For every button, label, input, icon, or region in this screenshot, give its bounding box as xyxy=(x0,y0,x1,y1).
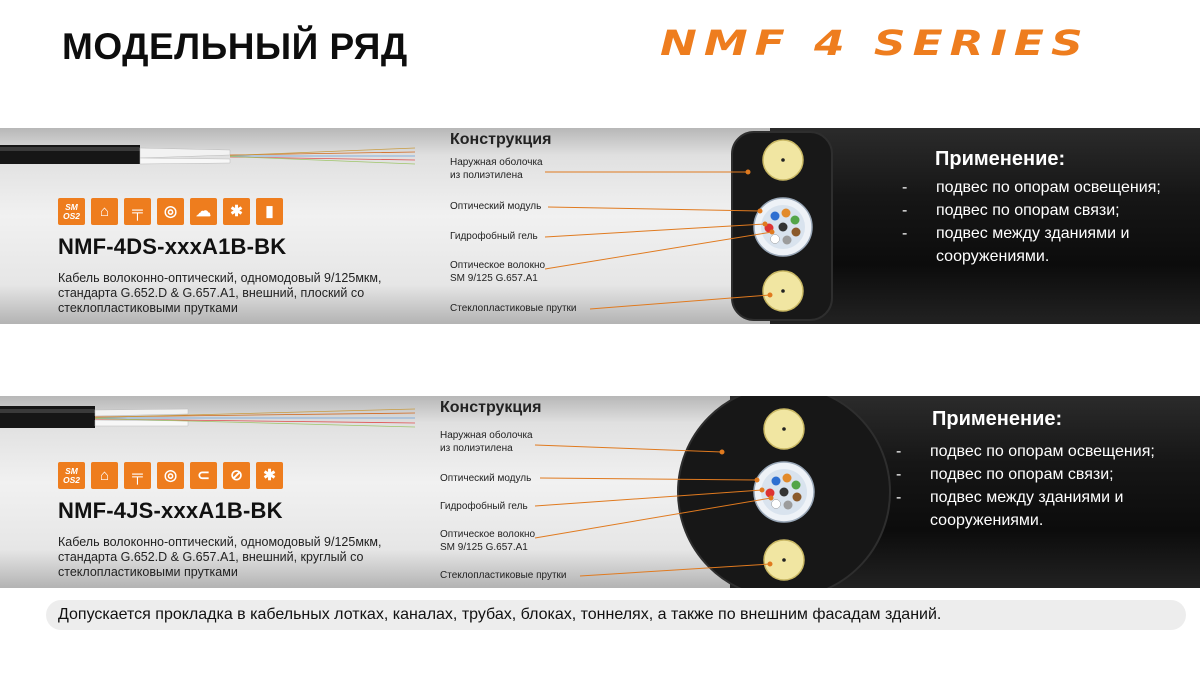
usage-item: - подвес по опорам освещения; xyxy=(896,443,1155,460)
label-rods: Стеклопластиковые прутки xyxy=(450,303,577,314)
model-description: Кабель волоконно-оптический, одномодовый 9/125мкм, стандарта G.652.D & G.657.A1, внешний, плоский со стеклопластиковыми прутками xyxy=(58,271,382,315)
construction-heading: Конструкция xyxy=(440,399,542,416)
usage-item: - подвес между зданиями и сооружениями. xyxy=(896,489,1124,529)
usage-heading: Применение: xyxy=(935,148,1066,170)
model-name: NMF-4JS-xxxA1B-BK xyxy=(58,498,283,523)
usage-list xyxy=(896,176,1200,268)
uv-resistance-icon: ✱ xyxy=(256,462,283,489)
model-name: NMF-4DS-xxxA1B-BK xyxy=(58,234,287,259)
sm-os2-icon: SM OS2 xyxy=(58,462,85,489)
uv-resistance-icon: ✱ xyxy=(223,198,250,225)
footer-note: Допускается прокладка в кабельных лотках, каналах, трубах, блоках, тоннелях, а также по внешним фасадам зданий. xyxy=(46,600,1186,630)
label-fiber: Оптическое волокно SM 9/125 G.657.A1 xyxy=(450,260,546,284)
duct-icon: ⊂ xyxy=(190,462,217,489)
house-icon: ⌂ xyxy=(91,462,118,489)
label-outer-sheath: Наружная оболочка из полиэтилена xyxy=(450,157,543,181)
cable-coil-icon: ◎ xyxy=(157,462,184,489)
usage-heading: Применение: xyxy=(932,408,1063,430)
product-card-nmf-4ds xyxy=(0,128,1200,324)
cable-thumbnail-flat xyxy=(0,128,430,198)
cable-coil-icon: ◎ xyxy=(157,198,184,225)
model-description: Кабель волоконно-оптический, одномодовый 9/125мкм, стандарта G.652.D & G.657.A1, внешний, круглый со стеклопластиковыми прутками xyxy=(58,535,382,579)
aerial-cable-icon: ☁ xyxy=(190,198,217,225)
strength-rod-icon: ▮ xyxy=(256,198,283,225)
construction-heading: Конструкция xyxy=(450,131,552,148)
utility-pole-icon: ╤ xyxy=(124,198,151,225)
no-fire-icon: ⊘ xyxy=(223,462,250,489)
label-outer-sheath: Наружная оболочка из полиэтилена xyxy=(440,430,533,454)
usage-item: - подвес по опорам связи; xyxy=(896,466,1114,483)
series-title: NMF 4 SERIES xyxy=(660,24,1090,64)
usage-item: - подвес по опорам связи; xyxy=(902,202,1120,219)
usage-list xyxy=(890,440,1200,532)
feature-icons xyxy=(58,198,283,225)
label-rods: Стеклопластиковые прутки xyxy=(440,570,567,581)
label-optical-module: Оптический модуль xyxy=(450,201,542,212)
usage-item: - подвес по опорам освещения; xyxy=(902,179,1161,196)
house-icon: ⌂ xyxy=(91,198,118,225)
label-gel: Гидрофобный гель xyxy=(450,231,538,242)
label-gel: Гидрофобный гель xyxy=(440,501,528,512)
label-fiber: Оптическое волокно SM 9/125 G.657.A1 xyxy=(440,529,536,553)
label-optical-module: Оптический модуль xyxy=(440,473,532,484)
product-card-nmf-4js xyxy=(0,396,1200,588)
sm-os2-icon: SM OS2 xyxy=(58,198,85,225)
cable-thumbnail-round xyxy=(0,396,430,466)
utility-pole-icon: ╤ xyxy=(124,462,151,489)
feature-icons xyxy=(58,462,283,489)
usage-item: - подвес между зданиями и сооружениями. xyxy=(902,225,1130,265)
page-title: МОДЕЛЬНЫЙ РЯД xyxy=(62,26,408,67)
